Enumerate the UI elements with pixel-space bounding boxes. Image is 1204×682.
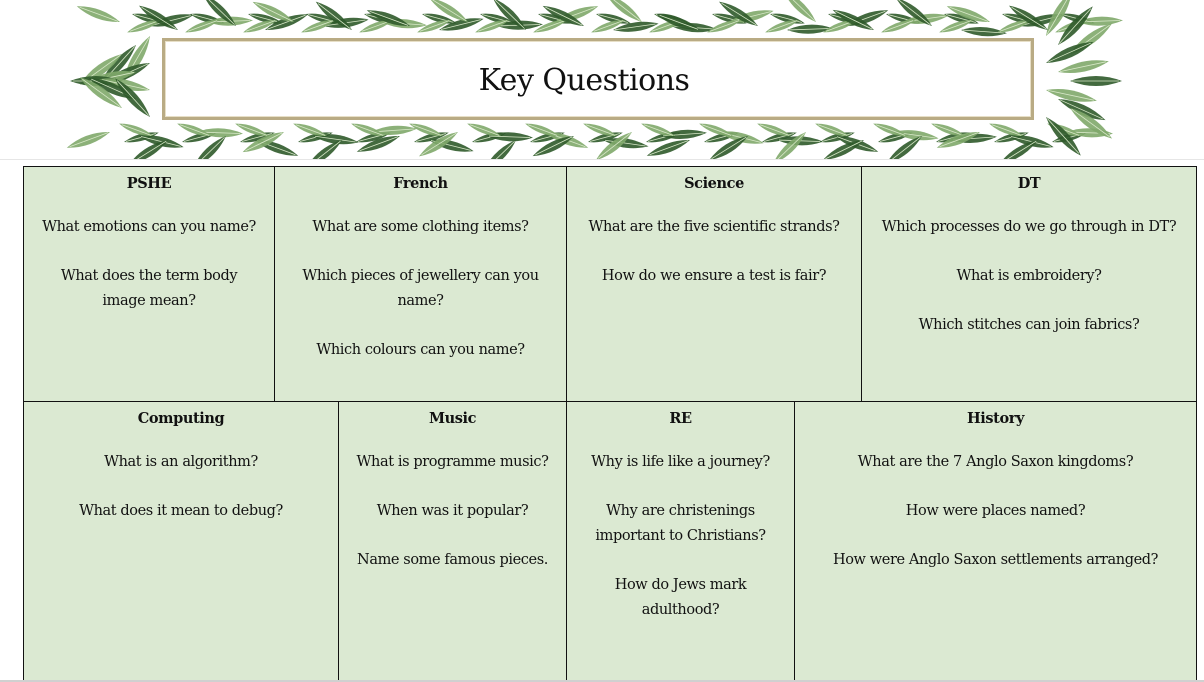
question: What does it mean to debug?: [79, 503, 283, 519]
leaf-vein: [1048, 43, 1091, 62]
question-list: [24, 215, 274, 314]
question-list: [567, 450, 794, 623]
question-list: [275, 215, 566, 363]
question: What are some clothing items?: [312, 219, 529, 235]
question: How were places named?: [905, 503, 1086, 519]
question: Why is life like a journey?: [591, 454, 770, 470]
question-list: [862, 215, 1196, 338]
question: What is embroidery?: [956, 268, 1102, 284]
question: When was it popular?: [376, 503, 529, 519]
leaf-vein: [650, 141, 689, 155]
header-divider: [0, 159, 1204, 160]
question: Why are christenings important to Christians?: [595, 503, 766, 544]
question: What emotions can you name?: [42, 219, 256, 235]
subject-cell-re: [566, 401, 795, 682]
subject-cell-history: [794, 401, 1197, 682]
question: Which stitches can join fabrics?: [918, 317, 1140, 333]
subject-cell-french: [274, 166, 567, 402]
question: Name some famous pieces.: [357, 552, 548, 568]
question: How do we ensure a test is fair?: [601, 268, 827, 284]
question: What are the five scientific strands?: [588, 219, 840, 235]
question: Which pieces of jewellery can you name?: [302, 268, 539, 309]
page-title: Key Questions: [478, 62, 690, 98]
subject-cell-computing: [23, 401, 339, 682]
subject-title: Music: [428, 410, 477, 427]
question-list: [339, 450, 566, 573]
subject-cell-pshe: [23, 166, 275, 402]
subject-cell-dt: [861, 166, 1197, 402]
leaf-vein: [70, 133, 109, 147]
subject-title: French: [393, 175, 448, 192]
header-banner: [0, 0, 1204, 160]
subject-cell-music: [338, 401, 567, 682]
subject-title: Computing: [137, 410, 225, 427]
subject-title: Science: [684, 175, 744, 192]
question: How were Anglo Saxon settlements arranged?: [832, 552, 1159, 568]
subject-title: PSHE: [126, 175, 172, 192]
leaf-vein: [825, 141, 862, 159]
leaf-vein: [80, 7, 119, 21]
subject-title: RE: [669, 410, 692, 427]
question: What is programme music?: [356, 454, 549, 470]
question: Which colours can you name?: [316, 342, 525, 358]
subjects-grid: [23, 166, 1197, 682]
question-list: [795, 450, 1196, 573]
question: What is an algorithm?: [104, 454, 258, 470]
subject-title: DT: [1017, 175, 1041, 192]
question: What are the 7 Anglo Saxon kingdoms?: [857, 454, 1134, 470]
question: How do Jews mark adulthood?: [614, 577, 747, 618]
title-frame: [162, 38, 1034, 120]
subject-title: History: [966, 410, 1024, 427]
question-list: [567, 215, 861, 289]
subject-cell-science: [566, 166, 862, 402]
question-list: [24, 450, 338, 524]
question: What does the term body image mean?: [60, 268, 238, 309]
question: Which processes do we go through in DT?: [881, 219, 1177, 235]
